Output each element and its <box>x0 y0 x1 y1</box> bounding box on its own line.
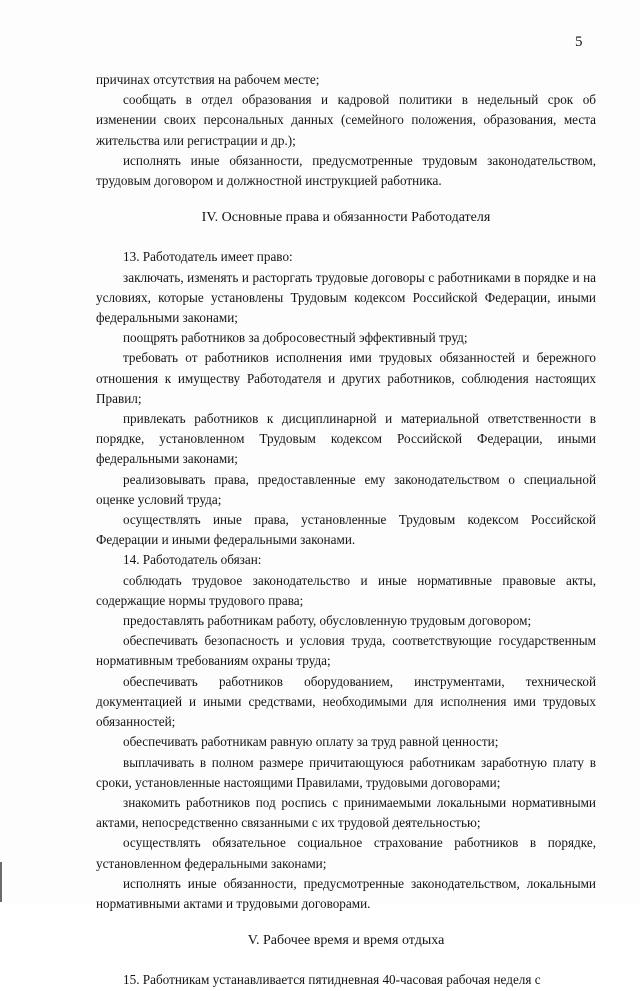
paragraph: соблюдать трудовое законодательство и иные нормативные правовые акты, содержащие нормы трудового права; <box>96 572 596 608</box>
paragraph: 13. Работодатель имеет право: <box>123 249 293 265</box>
paragraph: причинах отсутствия на рабочем месте; <box>96 72 320 87</box>
paragraph: требовать от работников исполнения ими трудовых обязанностей и бережного отношения к имуществу Работодателя и других работников, соблюдения настоящих Правил; <box>96 350 596 406</box>
paragraph: привлекать работников к дисциплинарной и материальной ответственности в порядке, установленном Трудовым кодексом Российской Федерации, иными федеральными законами; <box>96 411 596 467</box>
paragraph: обеспечивать работникам равную оплату за труд равной ценности; <box>123 734 499 750</box>
paragraph: предоставлять работникам работу, обусловленную трудовым договором; <box>123 613 532 629</box>
section-heading-iv: IV. Основные права и обязанности Работодателя <box>201 210 491 226</box>
paragraph: обеспечивать работников оборудованием, инструментами, технической документацией и иными средствами, необходимыми для исполнения ими трудовых обязанностей; <box>96 673 596 730</box>
document-body <box>96 70 596 991</box>
paragraph: знакомить работников под роспись с принимаемыми локальными нормативными актами, непосредственно связанными с их трудовой деятельностью; <box>96 794 596 831</box>
scan-margin-mark <box>0 862 2 902</box>
paragraph: поощрять работников за добросовестный эффективный труд; <box>123 330 468 346</box>
paragraph: обеспечивать безопасность и условия труда, соответствующие государственным нормативным требованиям охраны труда; <box>96 633 596 669</box>
paragraph: сообщать в отдел образования и кадровой политики в недельный срок об изменении своих персональных данных (семейного положения, образования, места жительства или регистрации и др.); <box>96 92 596 148</box>
paragraph: осуществлять иные права, установленные Трудовым кодексом Российской Федерации и иными федеральными законами. <box>96 512 596 548</box>
paragraph: заключать, изменять и расторгать трудовые договоры с работниками в порядке и на условиях, которые установлены Трудовым кодексом Российской Федерации, иными федеральными законами; <box>96 269 596 326</box>
page-number: 5 <box>575 34 583 50</box>
paragraph: 15. Работникам устанавливается пятидневная 40-часовая рабочая неделя с <box>123 972 541 988</box>
paragraph: 14. Работодатель обязан: <box>123 552 262 568</box>
paragraph: исполнять иные обязанности, предусмотренные трудовым законодательством, трудовым договором и должностной инструкцией работника. <box>96 152 596 189</box>
section-heading-v: V. Рабочее время и время отдыха <box>247 933 445 949</box>
paragraph: исполнять иные обязанности, предусмотренные законодательством, локальными нормативными актами и трудовыми договорами. <box>96 875 596 911</box>
paragraph: реализовывать права, предоставленные ему законодательством о специальной оценке условий труда; <box>96 471 596 507</box>
paragraph: осуществлять обязательное социальное страхование работников в порядке, установленном федеральными законами; <box>96 835 596 871</box>
paragraph: выплачивать в полном размере причитающуюся работникам заработную плату в сроки, установленные настоящими Правилами, трудовыми договорами; <box>96 754 596 790</box>
